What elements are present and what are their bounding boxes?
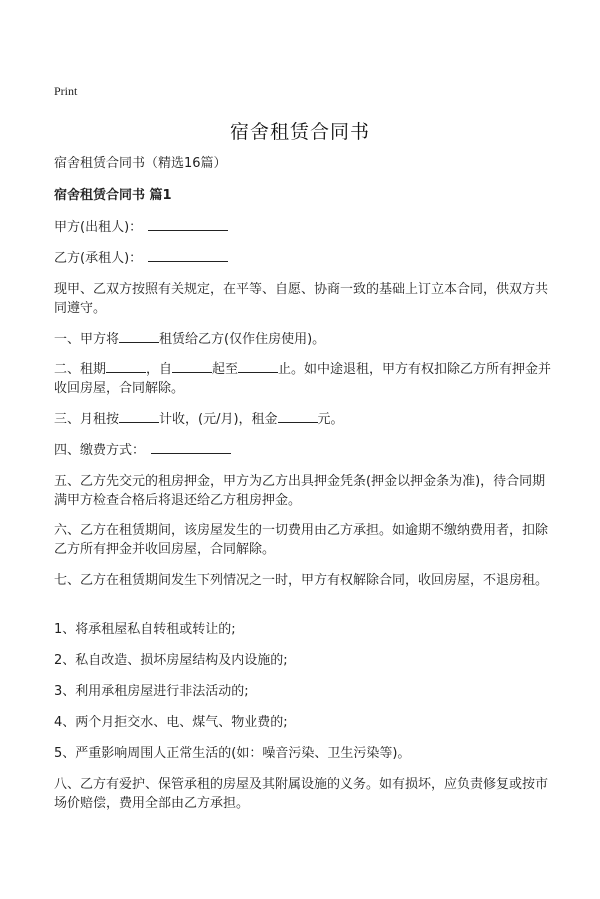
party-b-line — [54, 249, 554, 268]
print-link[interactable]: Print — [54, 84, 78, 98]
clause-7: 七、乙方在租赁期间发生下列情况之一时，甲方有权解除合同，收回房屋，不退房租。 — [54, 573, 549, 588]
document-subtitle: 宿舍租赁合同书（精选16篇） — [54, 156, 227, 171]
clause-1 — [54, 330, 554, 349]
clause-2-blank-1 — [106, 360, 146, 373]
party-b-blank — [148, 249, 228, 262]
clause-3-text-c: 元。 — [317, 412, 344, 427]
list-item: 5、严重影响周围人正常生活的(如：噪音污染、卫生污染等)。 — [54, 746, 411, 761]
clause-4-text: 四、缴费方式： — [54, 443, 146, 458]
list-item: 4、两个月拒交水、电、煤气、物业费的; — [54, 715, 288, 730]
clause-3-blank-1 — [119, 410, 159, 423]
clause-2-blank-2 — [172, 360, 212, 373]
list-item: 2、私自改造、损坏房屋结构及内设施的; — [54, 653, 288, 668]
clause-3-text-b: 计收，(元/月)，租金 — [159, 412, 278, 427]
clause-2-text-c: 起至 — [212, 362, 239, 377]
clause-2-text-b: ，自 — [146, 362, 173, 377]
clause-2 — [54, 360, 554, 398]
document-title: 宿舍租赁合同书 — [229, 121, 370, 143]
clause-3-blank-2 — [278, 410, 318, 423]
clause-2-text-d: 止。如中途退租，甲方有权扣除乙方所有押金并收回房屋，合同解除。 — [54, 362, 552, 396]
clause-2-blank-3 — [238, 360, 278, 373]
party-a-blank — [148, 218, 228, 231]
party-b-label: 乙方(承租人)： — [54, 251, 143, 266]
party-a-label: 甲方(出租人)： — [54, 220, 143, 235]
clause-3 — [54, 410, 554, 429]
clause-5: 五、乙方先交元的租房押金，甲方为乙方出具押金凭条(押金以押金条为准)，待合同期满甲方检查合格后将退还给乙方租房押金。 — [54, 474, 546, 508]
clause-6: 六、乙方在租赁期间，该房屋发生的一切费用由乙方承担。如逾期不缴纳费用者，扣除乙方所有押金并收回房屋，合同解除。 — [54, 523, 549, 557]
intro-paragraph: 现甲、乙双方按照有关规定，在平等、自愿、协商一致的基础上订立本合同，供双方共同遵守。 — [54, 282, 549, 316]
clause-2-text-a: 二、租期 — [54, 362, 107, 377]
clause-4-blank — [151, 441, 231, 454]
list-item: 1、将承租屋私自转租或转让的; — [54, 622, 236, 637]
clause-1-blank — [119, 330, 159, 343]
party-a-line — [54, 218, 554, 237]
clause-1-text-a: 一、甲方将 — [54, 332, 120, 347]
clause-8: 八、乙方有爱护、保管承租的房屋及其附属设施的义务。如有损坏，应负责修复或按市场价赔偿，费用全部由乙方承担。 — [54, 777, 549, 811]
clause-1-text-b: 租赁给乙方(仅作住房使用)。 — [159, 332, 326, 347]
clause-3-text-a: 三、月租按 — [54, 412, 120, 427]
list-item: 3、利用承租房屋进行非法活动的; — [54, 684, 249, 699]
clause-4 — [54, 441, 554, 460]
section-heading: 宿舍租赁合同书 篇1 — [54, 188, 172, 203]
